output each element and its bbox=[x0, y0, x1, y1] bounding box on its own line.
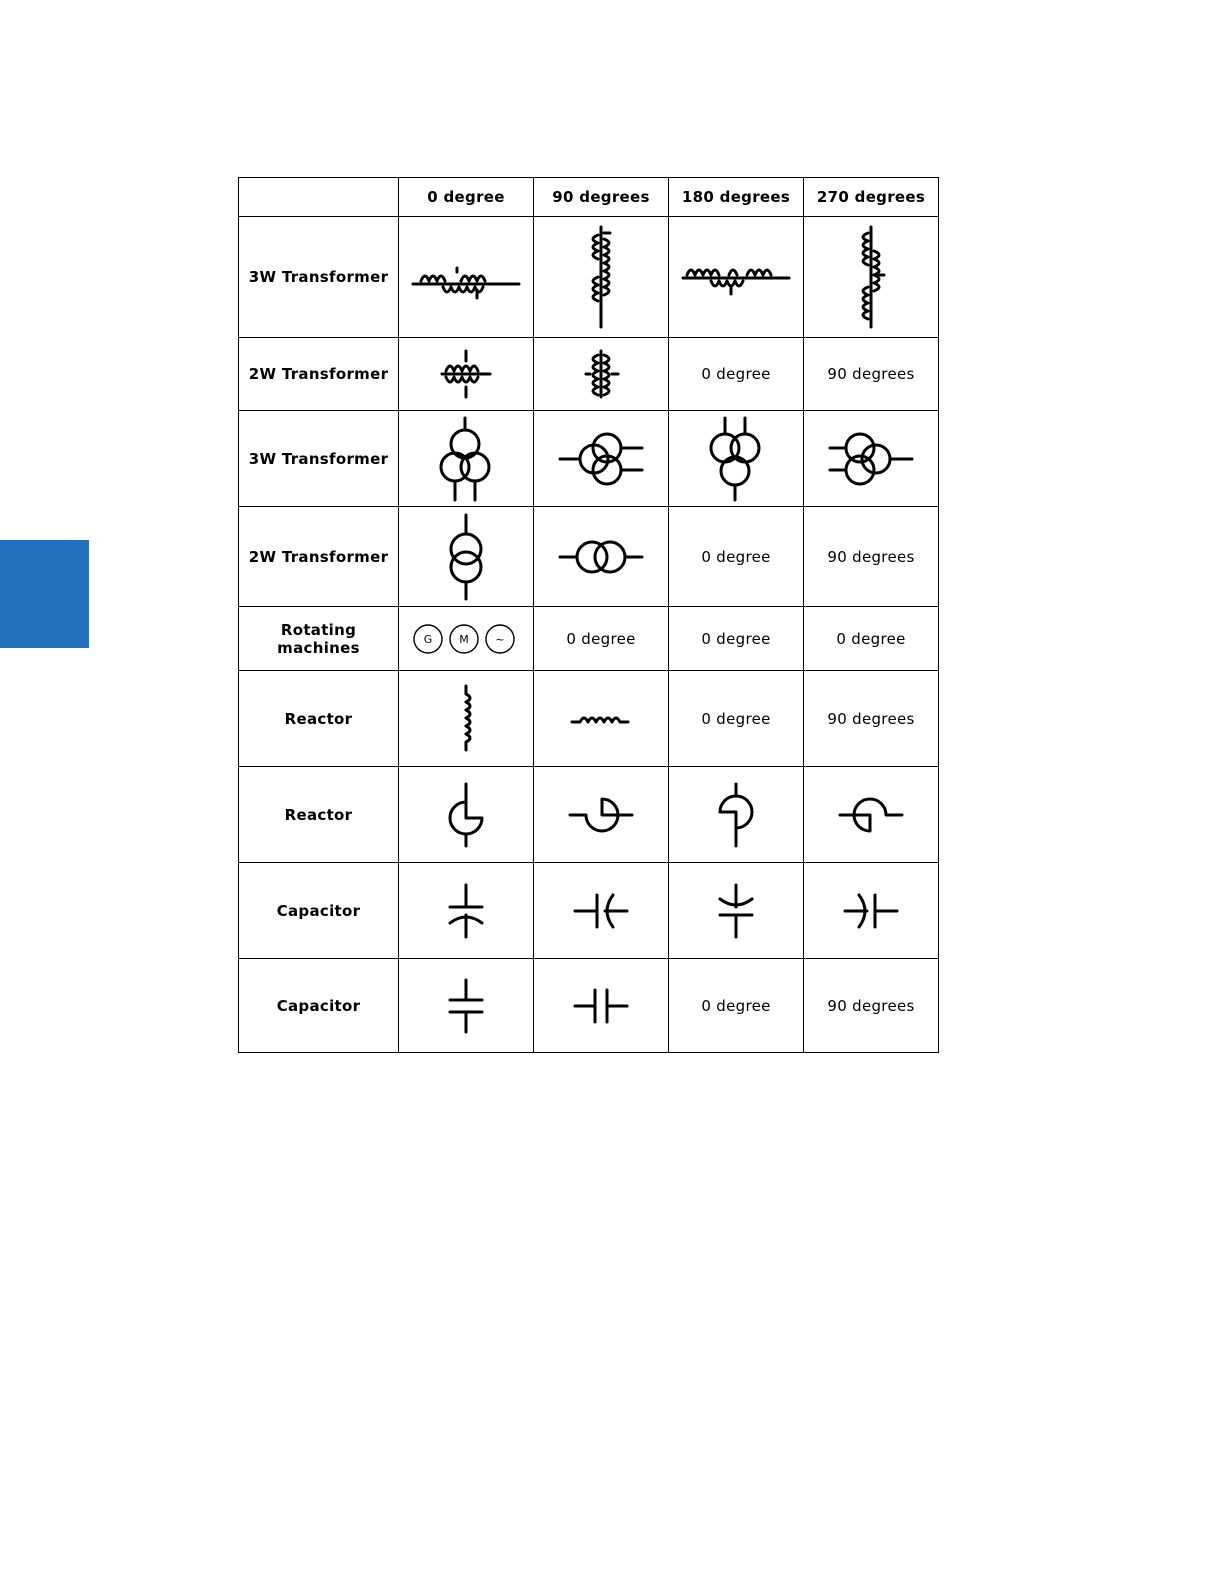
orientation-text: 90 degrees bbox=[804, 671, 939, 767]
reactor-arc-icon bbox=[804, 767, 939, 863]
row-label: Reactor bbox=[239, 671, 399, 767]
orientation-text: 90 degrees bbox=[804, 507, 939, 607]
table-row bbox=[239, 338, 939, 411]
2w-transformer-circles-icon bbox=[534, 507, 669, 607]
table-row bbox=[239, 217, 939, 338]
motor-letter: M bbox=[459, 632, 469, 646]
header-90-degrees: 90 degrees bbox=[534, 178, 669, 217]
capacitor-polarized-icon bbox=[399, 863, 534, 959]
orientation-text: 0 degree bbox=[804, 607, 939, 671]
2w-transformer-coil-icon bbox=[534, 338, 669, 411]
row-label: Capacitor bbox=[239, 959, 399, 1053]
3w-transformer-circles-icon bbox=[399, 411, 534, 507]
capacitor-polarized-icon bbox=[804, 863, 939, 959]
header-blank bbox=[239, 178, 399, 217]
header-180-degrees: 180 degrees bbox=[669, 178, 804, 217]
orientation-text: 90 degrees bbox=[804, 959, 939, 1053]
table-row bbox=[239, 671, 939, 767]
table-row bbox=[239, 767, 939, 863]
symbol-orientation-table bbox=[238, 177, 939, 1053]
3w-transformer-circles-icon bbox=[534, 411, 669, 507]
capacitor-icon bbox=[534, 959, 669, 1053]
capacitor-icon bbox=[399, 959, 534, 1053]
orientation-text: 0 degree bbox=[669, 338, 804, 411]
orientation-text: 0 degree bbox=[669, 507, 804, 607]
table-row bbox=[239, 607, 939, 671]
table-row bbox=[239, 959, 939, 1053]
2w-transformer-circles-icon bbox=[399, 507, 534, 607]
reactor-coil-icon bbox=[399, 671, 534, 767]
row-label: Rotating machines bbox=[239, 607, 399, 671]
rotating-machines-icon bbox=[399, 607, 534, 671]
row-label: Reactor bbox=[239, 767, 399, 863]
header-0-degree: 0 degree bbox=[399, 178, 534, 217]
table-row bbox=[239, 507, 939, 607]
3w-transformer-coil-icon bbox=[534, 217, 669, 338]
reactor-arc-icon bbox=[534, 767, 669, 863]
reactor-arc-icon bbox=[399, 767, 534, 863]
orientation-text: 0 degree bbox=[669, 607, 804, 671]
orientation-text: 0 degree bbox=[669, 671, 804, 767]
row-label: 3W Transformer bbox=[239, 411, 399, 507]
ac-letter: ~ bbox=[495, 632, 505, 646]
reactor-arc-icon bbox=[669, 767, 804, 863]
row-label: Capacitor bbox=[239, 863, 399, 959]
3w-transformer-coil-icon bbox=[804, 217, 939, 338]
capacitor-polarized-icon bbox=[669, 863, 804, 959]
3w-transformer-circles-icon bbox=[669, 411, 804, 507]
orientation-text: 0 degree bbox=[669, 959, 804, 1053]
orientation-text: 90 degrees bbox=[804, 338, 939, 411]
2w-transformer-coil-icon bbox=[399, 338, 534, 411]
header-270-degrees: 270 degrees bbox=[804, 178, 939, 217]
row-label: 2W Transformer bbox=[239, 507, 399, 607]
capacitor-polarized-icon bbox=[534, 863, 669, 959]
header-row bbox=[239, 178, 939, 217]
generator-letter: G bbox=[423, 632, 433, 646]
3w-transformer-coil-icon bbox=[669, 217, 804, 338]
3w-transformer-coil-icon bbox=[399, 217, 534, 338]
row-label: 3W Transformer bbox=[239, 217, 399, 338]
chapter-side-tab bbox=[0, 540, 89, 648]
orientation-text: 0 degree bbox=[534, 607, 669, 671]
3w-transformer-circles-icon bbox=[804, 411, 939, 507]
row-label: 2W Transformer bbox=[239, 338, 399, 411]
table-row bbox=[239, 411, 939, 507]
table-row bbox=[239, 863, 939, 959]
reactor-coil-icon bbox=[534, 671, 669, 767]
